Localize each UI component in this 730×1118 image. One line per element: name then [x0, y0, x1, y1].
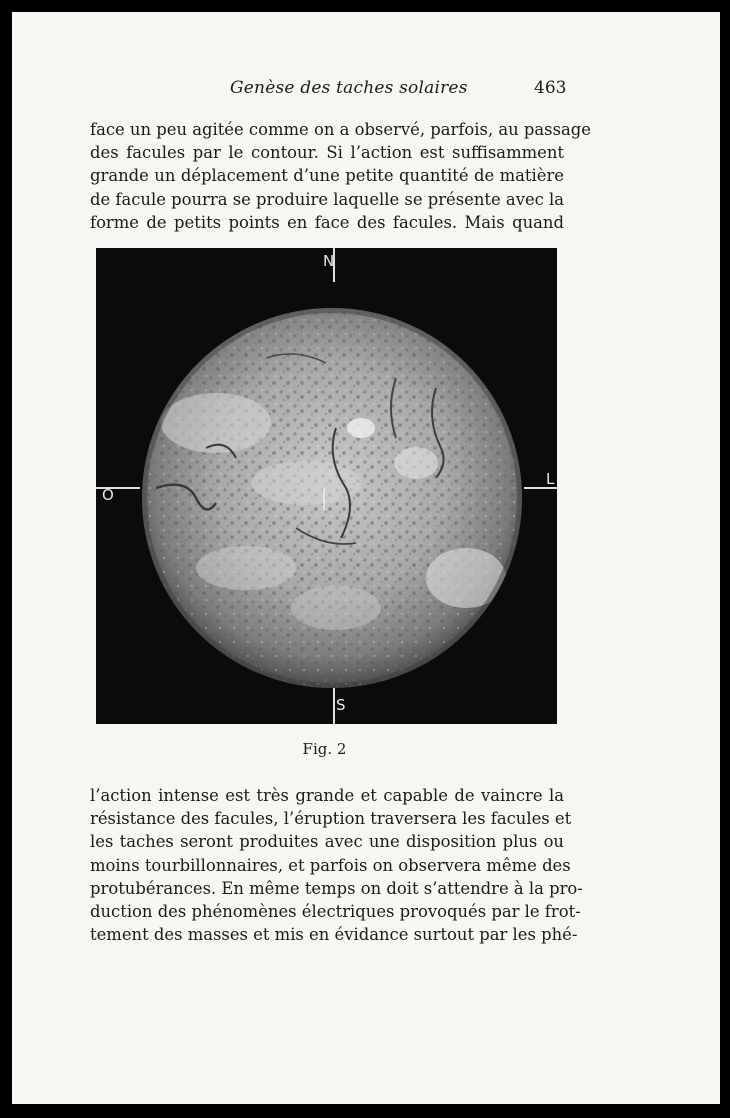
south-label: S	[336, 696, 346, 714]
north-label: N	[323, 252, 335, 270]
figure-caption: Fig. 2	[302, 740, 347, 758]
text-line: de facule pourra se produire laquelle se présente avec la	[90, 189, 565, 209]
text-line: face un peu agitée comme on a observé, parfois, au passage	[90, 120, 591, 139]
west-label: O	[102, 486, 114, 504]
text-line: tement des masses et mis en évidance surtout par les phé-	[90, 925, 578, 945]
text-line: forme de petits points en face des facules. Mais quand	[90, 212, 564, 232]
sun-photograph-figure	[96, 248, 557, 724]
text-line: l’action intense est très grande et capable de vaincre la	[90, 786, 564, 805]
paragraph-top	[90, 118, 591, 234]
text-line: résistance des facules, l’éruption traversera les facules et	[90, 809, 572, 829]
paragraph-bottom	[90, 784, 583, 946]
text-line: grande un déplacement d’une petite quantité de matière	[90, 166, 564, 186]
sun-disk-image	[96, 248, 557, 724]
text-line: moins tourbillonnaires, et parfois on observera même des	[90, 855, 571, 875]
text-line: duction des phénomènes électriques provoqués par le frot-	[90, 901, 581, 921]
text-line: des facules par le contour. Si l’action est suffisamment	[90, 143, 564, 163]
east-label: L	[546, 470, 555, 488]
running-title: Genèse des taches solaires	[230, 78, 468, 98]
text-line: protubérances. En même temps on doit s’attendre à la pro-	[90, 878, 583, 898]
page-number: 463	[534, 78, 567, 98]
running-head	[12, 78, 720, 102]
text-line: les taches seront produites avec une disposition plus ou	[90, 832, 564, 852]
book-page	[12, 12, 720, 1104]
